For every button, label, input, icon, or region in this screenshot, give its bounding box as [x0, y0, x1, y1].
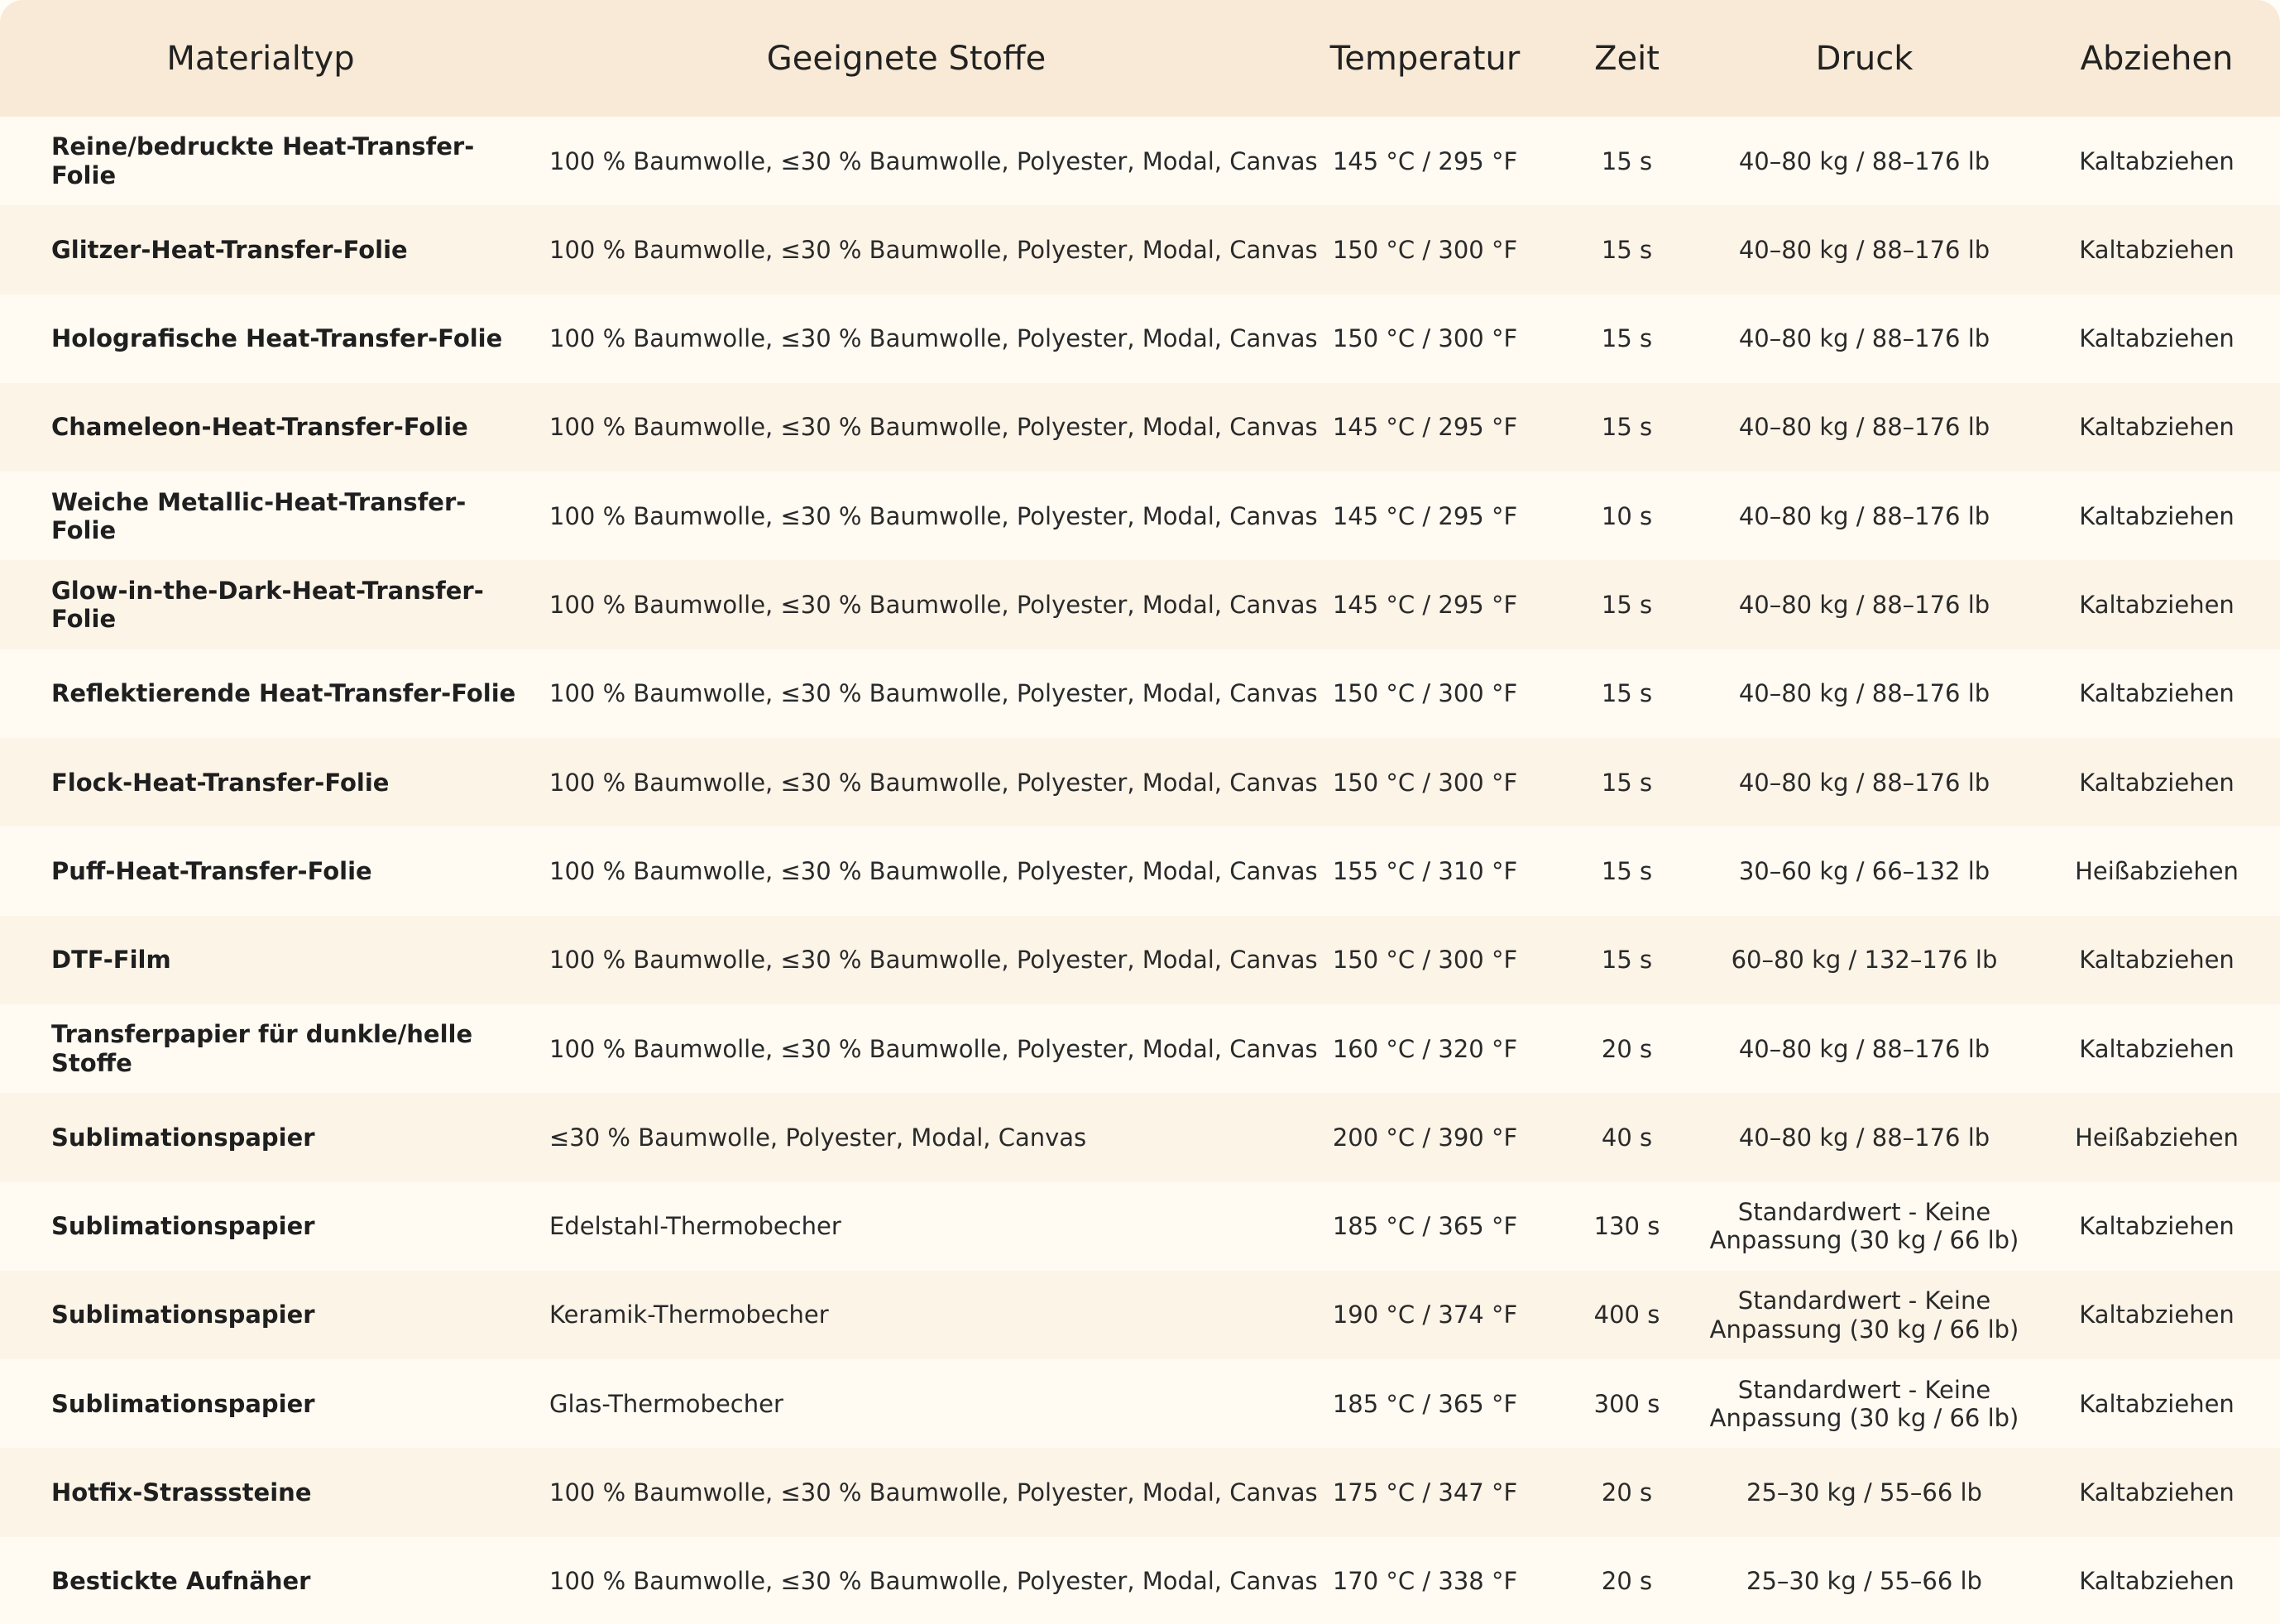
cell-time: 15 s	[1601, 591, 1653, 620]
cell-temperature: 175 °C / 347 °F	[1332, 1478, 1518, 1507]
table-row	[0, 1093, 2280, 1181]
cell-pressure: 60–80 kg / 132–176 lb	[1731, 946, 1998, 975]
cell-suitable-fabrics: 100 % Baumwolle, ≤30 % Baumwolle, Polyester, Modal, Canvas	[549, 768, 1318, 797]
cell-suitable-fabrics: 100 % Baumwolle, ≤30 % Baumwolle, Polyester, Modal, Canvas	[549, 591, 1318, 620]
cell-temperature: 185 °C / 365 °F	[1332, 1389, 1518, 1418]
cell-pressure: 25–30 kg / 55–66 lb	[1746, 1567, 1982, 1596]
cell-suitable-fabrics: 100 % Baumwolle, ≤30 % Baumwolle, Polyester, Modal, Canvas	[549, 146, 1318, 175]
cell-material-type: Glow-in-the-Dark-Heat-Transfer-Folie	[51, 576, 484, 634]
cell-suitable-fabrics: 100 % Baumwolle, ≤30 % Baumwolle, Polyester, Modal, Canvas	[549, 679, 1318, 708]
cell-peel: Kaltabziehen	[2079, 235, 2234, 264]
cell-material-type: Sublimationspapier	[51, 1389, 315, 1418]
cell-suitable-fabrics: Keramik-Thermobecher	[549, 1301, 829, 1329]
cell-peel: Kaltabziehen	[2079, 768, 2234, 797]
cell-suitable-fabrics: 100 % Baumwolle, ≤30 % Baumwolle, Polyester, Modal, Canvas	[549, 1567, 1318, 1596]
cell-material-type: Transferpapier für dunkle/helle Stoffe	[51, 1020, 473, 1077]
cell-peel: Heißabziehen	[2075, 856, 2239, 885]
cell-temperature: 185 °C / 365 °F	[1332, 1212, 1518, 1241]
cell-temperature: 150 °C / 300 °F	[1332, 768, 1518, 797]
cell-temperature: 150 °C / 300 °F	[1332, 679, 1518, 708]
header-suitable-fabrics: Geeignete Stoffe	[766, 39, 1047, 78]
cell-pressure: 40–80 kg / 88–176 lb	[1738, 501, 1990, 530]
cell-suitable-fabrics: Glas-Thermobecher	[549, 1389, 783, 1418]
cell-material-type: Sublimationspapier	[51, 1301, 315, 1329]
cell-material-type: Sublimationspapier	[51, 1123, 315, 1152]
cell-material-type: Holografische Heat-Transfer-Folie	[51, 324, 503, 353]
header-temperature: Temperatur	[1329, 39, 1521, 78]
cell-material-type: Reflektierende Heat-Transfer-Folie	[51, 679, 516, 708]
cell-suitable-fabrics: Edelstahl-Thermobecher	[549, 1212, 841, 1241]
cell-suitable-fabrics: 100 % Baumwolle, ≤30 % Baumwolle, Polyester, Modal, Canvas	[549, 413, 1318, 442]
cell-time: 15 s	[1601, 413, 1653, 442]
cell-suitable-fabrics: 100 % Baumwolle, ≤30 % Baumwolle, Polyester, Modal, Canvas	[549, 1478, 1318, 1507]
cell-peel: Kaltabziehen	[2079, 1034, 2234, 1063]
cell-material-type: Chameleon-Heat-Transfer-Folie	[51, 413, 468, 442]
table-row	[0, 916, 2280, 1004]
cell-suitable-fabrics: 100 % Baumwolle, ≤30 % Baumwolle, Polyester, Modal, Canvas	[549, 946, 1318, 975]
cell-peel: Kaltabziehen	[2079, 501, 2234, 530]
cell-temperature: 170 °C / 338 °F	[1332, 1567, 1518, 1596]
cell-temperature: 150 °C / 300 °F	[1332, 946, 1518, 975]
table-row	[0, 1004, 2280, 1093]
table-row	[0, 117, 2280, 205]
cell-peel: Kaltabziehen	[2079, 946, 2234, 975]
cell-pressure: 25–30 kg / 55–66 lb	[1746, 1478, 1982, 1507]
cell-peel: Kaltabziehen	[2079, 1389, 2234, 1418]
cell-peel: Kaltabziehen	[2079, 591, 2234, 620]
table-row	[0, 295, 2280, 383]
cell-pressure: 40–80 kg / 88–176 lb	[1738, 768, 1990, 797]
cell-pressure: Standardwert - Keine Anpassung (30 kg / 66 lb)	[1709, 1197, 2019, 1255]
cell-peel: Heißabziehen	[2075, 1123, 2239, 1152]
cell-time: 15 s	[1601, 946, 1653, 975]
table-row	[0, 1359, 2280, 1448]
header-pressure: Druck	[1815, 39, 1914, 78]
cell-time: 20 s	[1601, 1478, 1653, 1507]
cell-suitable-fabrics: 100 % Baumwolle, ≤30 % Baumwolle, Polyester, Modal, Canvas	[549, 235, 1318, 264]
table-row	[0, 1448, 2280, 1536]
cell-time: 20 s	[1601, 1034, 1653, 1063]
table-row	[0, 472, 2280, 560]
cell-peel: Kaltabziehen	[2079, 679, 2234, 708]
cell-pressure: 40–80 kg / 88–176 lb	[1738, 235, 1990, 264]
cell-suitable-fabrics: 100 % Baumwolle, ≤30 % Baumwolle, Polyester, Modal, Canvas	[549, 324, 1318, 353]
cell-time: 15 s	[1601, 768, 1653, 797]
table-row	[0, 1537, 2280, 1624]
cell-time: 130 s	[1593, 1212, 1660, 1241]
cell-temperature: 155 °C / 310 °F	[1332, 856, 1518, 885]
table-row	[0, 1271, 2280, 1359]
cell-temperature: 190 °C / 374 °F	[1332, 1301, 1518, 1329]
cell-temperature: 200 °C / 390 °F	[1332, 1123, 1518, 1152]
cell-peel: Kaltabziehen	[2079, 413, 2234, 442]
cell-peel: Kaltabziehen	[2079, 146, 2234, 175]
table-body	[0, 117, 2280, 1624]
cell-time: 20 s	[1601, 1567, 1653, 1596]
cell-temperature: 160 °C / 320 °F	[1332, 1034, 1518, 1063]
cell-temperature: 145 °C / 295 °F	[1332, 413, 1518, 442]
table-row	[0, 1182, 2280, 1271]
cell-time: 15 s	[1601, 324, 1653, 353]
cell-time: 15 s	[1601, 856, 1653, 885]
cell-temperature: 150 °C / 300 °F	[1332, 324, 1518, 353]
cell-peel: Kaltabziehen	[2079, 1301, 2234, 1329]
cell-suitable-fabrics: 100 % Baumwolle, ≤30 % Baumwolle, Polyester, Modal, Canvas	[549, 1034, 1318, 1063]
table-row	[0, 383, 2280, 472]
cell-peel: Kaltabziehen	[2079, 1478, 2234, 1507]
cell-temperature: 145 °C / 295 °F	[1332, 501, 1518, 530]
cell-material-type: Weiche Metallic-Heat-Transfer-Folie	[51, 487, 467, 544]
cell-pressure: 40–80 kg / 88–176 lb	[1738, 679, 1990, 708]
cell-peel: Kaltabziehen	[2079, 1212, 2234, 1241]
cell-material-type: Puff-Heat-Transfer-Folie	[51, 856, 372, 885]
cell-time: 15 s	[1601, 146, 1653, 175]
cell-pressure: 40–80 kg / 88–176 lb	[1738, 413, 1990, 442]
cell-material-type: Hotfix-Strasssteine	[51, 1478, 312, 1507]
cell-pressure: 40–80 kg / 88–176 lb	[1738, 1034, 1990, 1063]
cell-peel: Kaltabziehen	[2079, 324, 2234, 353]
cell-time: 15 s	[1601, 679, 1653, 708]
cell-time: 40 s	[1601, 1123, 1653, 1152]
cell-material-type: DTF-Film	[51, 946, 171, 975]
header-peel: Abziehen	[2080, 39, 2234, 78]
cell-temperature: 145 °C / 295 °F	[1332, 591, 1518, 620]
cell-pressure: Standardwert - Keine Anpassung (30 kg / 66 lb)	[1709, 1375, 2019, 1432]
cell-pressure: 40–80 kg / 88–176 lb	[1738, 1123, 1990, 1152]
cell-material-type: Flock-Heat-Transfer-Folie	[51, 768, 390, 797]
cell-suitable-fabrics: 100 % Baumwolle, ≤30 % Baumwolle, Polyester, Modal, Canvas	[549, 501, 1318, 530]
cell-suitable-fabrics: ≤30 % Baumwolle, Polyester, Modal, Canvas	[549, 1123, 1087, 1152]
cell-pressure: 40–80 kg / 88–176 lb	[1738, 146, 1990, 175]
cell-time: 400 s	[1593, 1301, 1660, 1329]
cell-material-type: Reine/bedruckte Heat-Transfer-Folie	[51, 132, 475, 189]
cell-time: 300 s	[1593, 1389, 1660, 1418]
cell-material-type: Glitzer-Heat-Transfer-Folie	[51, 235, 408, 264]
header-time: Zeit	[1594, 39, 1660, 78]
cell-suitable-fabrics: 100 % Baumwolle, ≤30 % Baumwolle, Polyester, Modal, Canvas	[549, 856, 1318, 885]
cell-peel: Kaltabziehen	[2079, 1567, 2234, 1596]
cell-temperature: 145 °C / 295 °F	[1332, 146, 1518, 175]
cell-time: 10 s	[1601, 501, 1653, 530]
cell-material-type: Sublimationspapier	[51, 1212, 315, 1241]
header-row	[0, 0, 2280, 117]
cell-pressure: 40–80 kg / 88–176 lb	[1738, 324, 1990, 353]
cell-material-type: Bestickte Aufnäher	[51, 1567, 311, 1596]
cell-pressure: 40–80 kg / 88–176 lb	[1738, 591, 1990, 620]
table-row	[0, 826, 2280, 915]
cell-temperature: 150 °C / 300 °F	[1332, 235, 1518, 264]
table-row	[0, 649, 2280, 738]
cell-pressure: 30–60 kg / 66–132 lb	[1738, 856, 1990, 885]
cell-time: 15 s	[1601, 235, 1653, 264]
table-row	[0, 738, 2280, 826]
table-row	[0, 560, 2280, 649]
header-material-type: Materialtyp	[166, 39, 355, 78]
table-row	[0, 205, 2280, 294]
cell-pressure: Standardwert - Keine Anpassung (30 kg / 66 lb)	[1709, 1286, 2019, 1344]
table-header	[0, 0, 2280, 117]
